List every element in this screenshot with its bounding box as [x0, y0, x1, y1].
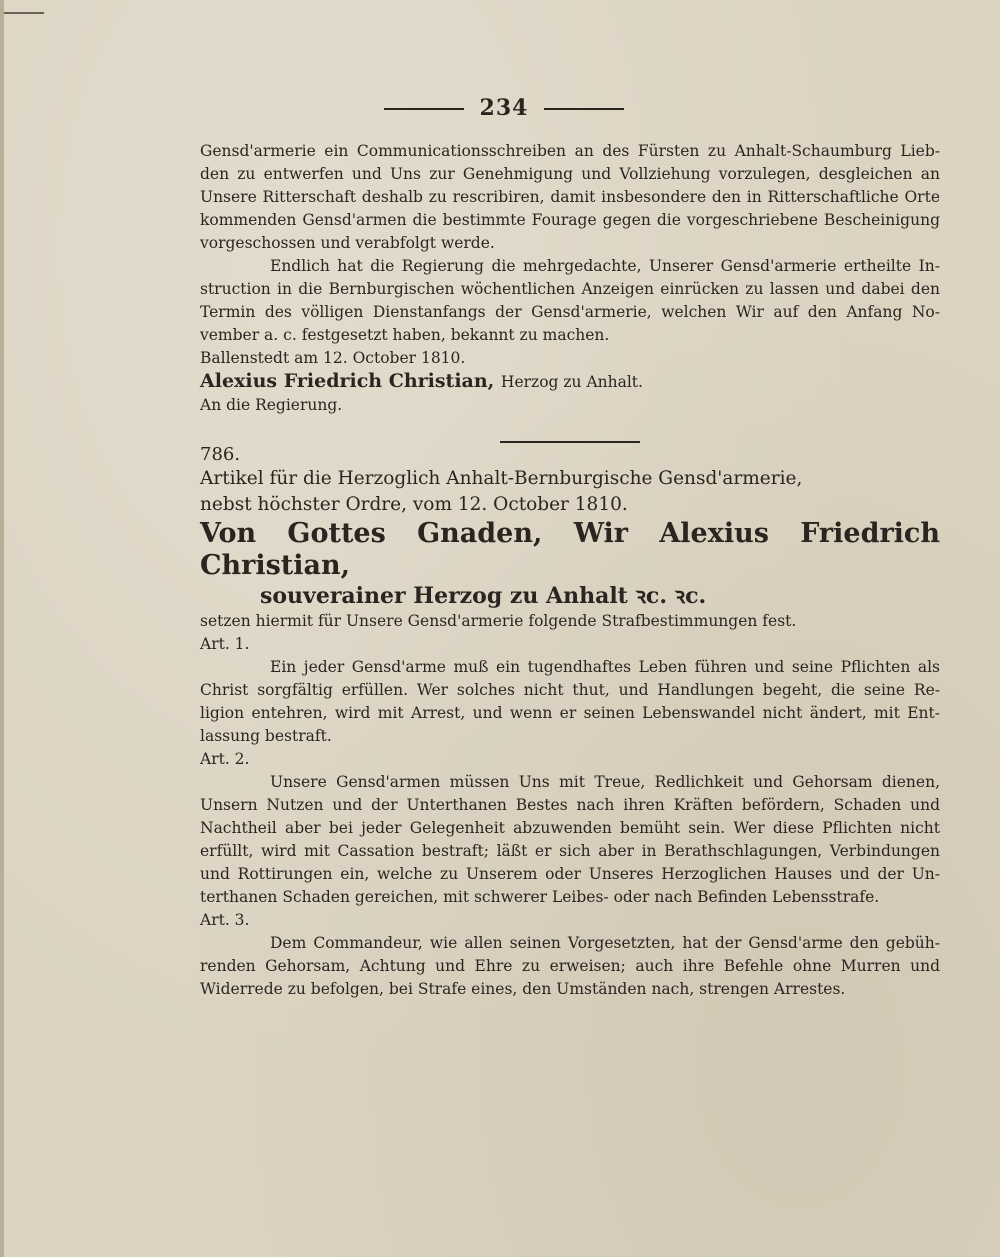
article-heading-line-1: Artikel für die Herzoglich Anhalt-Bernburgische Gensd'armerie,: [200, 468, 803, 489]
page-number: 234: [479, 95, 529, 121]
article-heading-line-2: nebst höchster Ordre, vom 12. October 1810.: [200, 494, 628, 515]
section-text-1: Ein jeder Gensd'arme muß ein tugendhaftes Leben führen und seine Pflichten als Christ sorgfältig erfüllen. Wer solches nicht thut, und Handlungen begeht, die seine Re- ligion entehren, wird mit Arrest, und wenn er seinen Lebenswandel nicht ändert, mit Ent- lassung bestraft.: [200, 658, 940, 745]
header-rule-left: [384, 108, 464, 110]
article-number: 786.: [200, 444, 241, 465]
section-text-3: Dem Commandeur, wie allen seinen Vorgesetzten, hat der Gensd'arme den gebüh- renden Gehorsam, Achtung und Ehre zu erweisen; auch ihre Befehle ohne Murren und Widerrede zu befolgen, bei Strafe eines, den Umständen nach, strengen Arrestes.: [200, 934, 940, 998]
place-date-line: Ballenstedt am 12. October 1810.: [200, 349, 466, 367]
section-label-3: Art. 3.: [200, 911, 250, 929]
section-label-1: Art. 1.: [200, 635, 250, 653]
signature-line: [200, 370, 940, 394]
header-rule-right: [544, 108, 624, 110]
page-corner-mark: [4, 0, 44, 14]
grace-formula-line-1: Von Gottes Gnaden, Wir Alexius Friedrich Christian,: [200, 518, 940, 581]
signature-name: Alexius Friedrich Christian,: [200, 370, 495, 392]
enactment-clause: setzen hiermit für Unsere Gensd'armerie folgende Strafbestimmungen fest.: [200, 612, 797, 630]
page-body: [200, 140, 940, 1001]
grace-formula-line-2: souverainer Herzog zu Anhalt ꝛc. ꝛc.: [260, 583, 707, 609]
addressee-line: An die Regierung.: [200, 396, 343, 414]
continuation-paragraph-2: Endlich hat die Regierung die mehrgedachte, Unserer Gensd'armerie ertheilte In- struction in die Bernburgischen wöchentlichen Anzeigen einrücken zu lassen und dabei den Termin des völligen Dienstanfangs der Gensd'armerie, welchen Wir auf den Anfang No- vember a. c. festgesetzt haben, bekannt zu machen.: [200, 257, 940, 344]
continuation-paragraph-1: Gensd'armerie ein Communicationsschreiben an des Fürsten zu Anhalt-Schaumburg Lieb- den zu entwerfen und Uns zur Genehmigung und Vollziehung vorzulegen, desgleichen an Unsere Ritterschaft deshalb zu rescribiren, damit insbesondere den in Ritterschaftliche Orte kommenden Gensd'armen die bestimmte Fourage gegen die vorgeschriebene Bescheinigung vorgeschossen und verabfolgt werde.: [200, 142, 940, 252]
signature-title: Herzog zu Anhalt.: [500, 373, 643, 391]
section-label-2: Art. 2.: [200, 750, 250, 768]
section-text-2: Unsere Gensd'armen müssen Uns mit Treue, Redlichkeit und Gehorsam dienen, Unsern Nutzen und der Unterthanen Bestes nach ihren Kräften befördern, Schaden und Nachtheil aber bei jeder Gelegenheit abzuwenden bemüht sein. Wer diese Pflichten nicht erfüllt, wird mit Cassation bestraft; läßt er sich aber in Berathschlagungen, Verbindungen und Rottirungen ein, welche zu Unserem oder Unseres Herzoglichen Hauses und der Un- terthanen Schaden gereichen, mit schwerer Leibes- oder nach Befinden Lebensstrafe.: [200, 773, 940, 906]
page-header: [4, 95, 1000, 121]
